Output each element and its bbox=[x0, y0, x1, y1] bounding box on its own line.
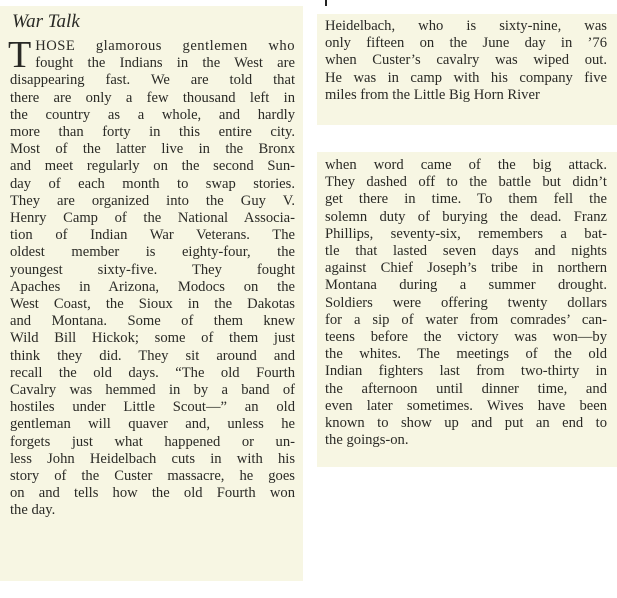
column-divider-mark bbox=[325, 0, 327, 6]
text-line: known to show up and put an end to bbox=[325, 415, 607, 432]
text-line: gentleman will quaver and, unless he bbox=[10, 416, 295, 433]
text-line: They dashed off to the battle but didn’t bbox=[325, 174, 607, 191]
text-line: Apaches in Arizona, Modocs on the bbox=[10, 278, 295, 295]
text-line: think they did. They sit around and bbox=[10, 347, 295, 364]
text-line: when word came of the big attack. bbox=[325, 157, 607, 173]
text-line: story of the Custer massacre, he goes bbox=[10, 468, 295, 485]
right-bottom-lines bbox=[325, 157, 607, 449]
text-line: He was in camp with his company five bbox=[325, 69, 607, 86]
text-line: solemn duty of burying the dead. Franz bbox=[325, 208, 607, 225]
text-line: miles from the Little Big Horn River bbox=[325, 86, 540, 103]
text-line: West Coast, the Sioux in the Dakotas bbox=[10, 296, 295, 313]
text-line: Montana during a summer drought. bbox=[325, 277, 607, 294]
text-line: forgets just what happened or un- bbox=[10, 433, 295, 450]
text-line: against Chief Joseph’s tribe in northern bbox=[325, 260, 607, 277]
text-line: when Custer’s cavalry was wiped out. bbox=[325, 52, 607, 69]
text-line: recall the old days. “The old Fourth bbox=[10, 364, 295, 381]
text-line: day of each month to swap stories. bbox=[10, 175, 295, 192]
text-line: Phillips, seventy-six, remembers a bat- bbox=[325, 225, 607, 242]
text-line: Most of the latter live in the Bronx bbox=[10, 141, 295, 158]
text-line: and Montana. Some of them knew bbox=[10, 313, 295, 330]
text-line: the whites. The meetings of the old bbox=[325, 346, 607, 363]
text-line: the day. bbox=[10, 502, 56, 519]
text-line: even later sometimes. Wives have been bbox=[325, 397, 607, 414]
text-line: youngest sixty-five. They fought bbox=[10, 261, 295, 278]
first-paragraph bbox=[8, 34, 295, 520]
text-line: there are only a few thousand left in bbox=[10, 89, 295, 106]
text-line: Henry Camp of the National Associa- bbox=[10, 210, 295, 227]
article-clip-left bbox=[0, 6, 303, 581]
text-line: Cavalry was hemmed in by a band of bbox=[10, 382, 295, 399]
text-line: more than forty in this entire city. bbox=[10, 124, 295, 141]
drop-cap: T bbox=[8, 34, 32, 76]
text-line: Heidelbach, who is sixty-nine, was bbox=[325, 18, 607, 34]
text-line: Soldiers were offering twenty dollars bbox=[325, 294, 607, 311]
text-line: tle that lasted seven days and nights bbox=[325, 243, 607, 260]
text-line: They are organized into the Guy V. bbox=[10, 192, 295, 209]
text-line: for a sip of water from comrades’ can- bbox=[325, 311, 607, 328]
text-line: and meet regularly on the second Sun- bbox=[10, 158, 295, 175]
text-line: on and tells how the old Fourth won bbox=[10, 485, 295, 502]
text-line: Wild Bill Hickok; some of them just bbox=[10, 330, 295, 347]
text-line: get there in time. To them fell the bbox=[325, 191, 607, 208]
text-line: only fifteen on the June day in ’76 bbox=[325, 35, 607, 52]
text-line: tion of Indian War Veterans. The bbox=[10, 227, 295, 244]
text-line: the afternoon until dinner time, and bbox=[325, 380, 607, 397]
text-line: disappearing fast. We are told that bbox=[10, 72, 295, 89]
right-top-lines bbox=[325, 18, 607, 104]
text-line: the goings-on. bbox=[325, 432, 409, 449]
text-line: teens before the victory was won—by bbox=[325, 329, 607, 346]
text-line: Indian fighters last from two-thirty in bbox=[325, 363, 607, 380]
text-line: the country as a whole, and hardly bbox=[10, 106, 295, 123]
text-line: hostiles under Little Scout—” an old bbox=[10, 399, 295, 416]
text-line: fought the Indians in the West are bbox=[35, 55, 295, 72]
left-column-lines bbox=[10, 55, 295, 519]
text-line: oldest member is eighty-four, the bbox=[10, 244, 295, 261]
text-line: HOSE glamorous gentlemen who bbox=[35, 38, 295, 54]
article-clip-right-bottom bbox=[317, 152, 617, 467]
article-clip-right-top bbox=[317, 14, 617, 125]
article-title: War Talk bbox=[12, 11, 80, 32]
text-line: less John Heidelbach cuts in with his bbox=[10, 450, 295, 467]
